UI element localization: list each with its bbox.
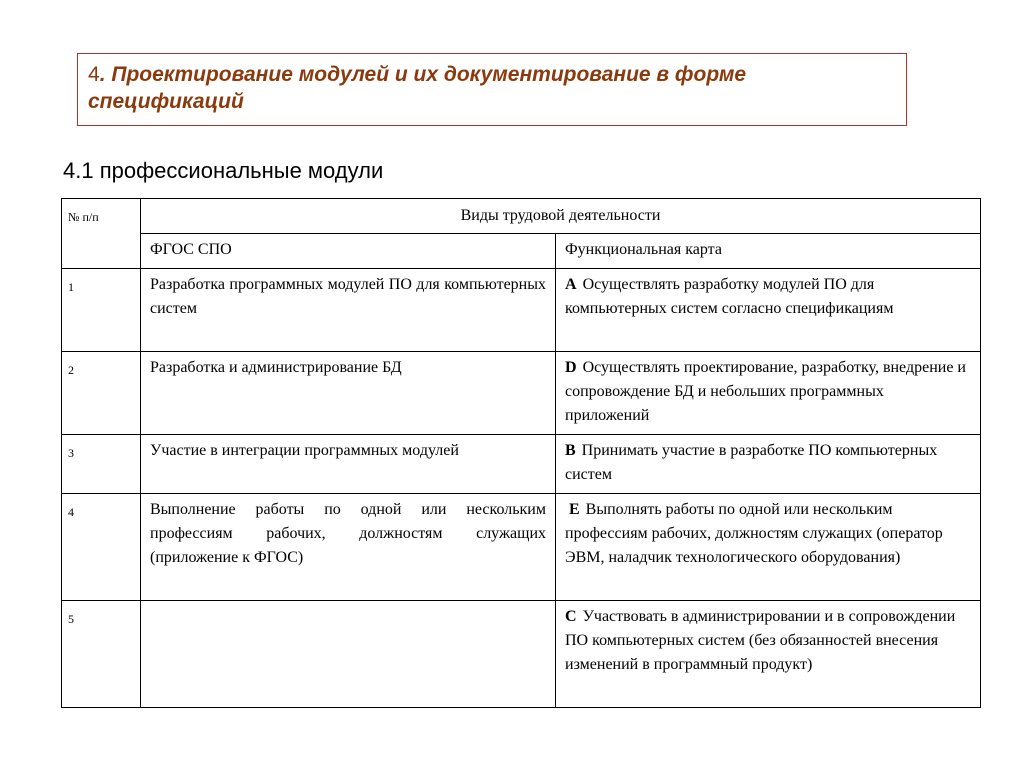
- fgos-cell: Разработка программных модулей ПО для компьютерных систем: [141, 269, 556, 352]
- table-row: [62, 269, 981, 352]
- fgos-cell: Выполнение работы по одной или нескольким профессиям рабочих, должностям служащих (приложение к ФГОС): [141, 494, 556, 601]
- table-row: [62, 601, 981, 708]
- row-number: 2: [62, 352, 141, 435]
- group-header: Виды трудовой деятельности: [141, 199, 981, 234]
- title-number: 4: [88, 63, 100, 86]
- row-number: 4: [62, 494, 141, 601]
- fgos-column-header: ФГОС СПО: [141, 234, 556, 269]
- activity-code: C: [565, 608, 577, 625]
- func-text: Осуществлять разработку модулей ПО для компьютерных систем согласно спецификациям: [565, 276, 894, 317]
- activity-code: D: [565, 359, 577, 376]
- func-cell: [556, 352, 981, 435]
- activity-code: E: [569, 501, 580, 518]
- func-text: Принимать участие в разработке ПО компьютерных систем: [565, 442, 938, 483]
- func-text: Осуществлять проектирование, разработку, внедрение и сопровождение БД и небольших программных приложений: [565, 359, 966, 424]
- table-subheader-row: [62, 234, 981, 269]
- fgos-cell: [141, 601, 556, 708]
- page-title: . Проектирование модулей и их документирование в форме спецификаций: [88, 63, 747, 113]
- func-text: Выполнять работы по одной или нескольким профессиям рабочих, должностям служащих (оператор ЭВМ, наладчик технологического оборудования): [565, 501, 943, 566]
- row-number: 3: [62, 435, 141, 494]
- row-number: 5: [62, 601, 141, 708]
- func-cell: [556, 269, 981, 352]
- activity-code: B: [565, 442, 576, 459]
- modules-table: [61, 198, 981, 708]
- func-cell: [556, 601, 981, 708]
- func-cell: [556, 435, 981, 494]
- table-row: [62, 352, 981, 435]
- fgos-cell: Разработка и администрирование БД: [141, 352, 556, 435]
- table-row: [62, 494, 981, 601]
- table-header-row: [62, 199, 981, 234]
- activity-code: А: [565, 276, 577, 293]
- title-box: [77, 53, 907, 126]
- fgos-cell: Участие в интеграции программных модулей: [141, 435, 556, 494]
- func-text: Участвовать в администрировании и в сопровождении ПО компьютерных систем (без обязанностей внесения изменений в программный продукт): [565, 608, 956, 673]
- table-row: [62, 435, 981, 494]
- row-number: 1: [62, 269, 141, 352]
- num-header: № п/п: [62, 199, 141, 269]
- func-cell: [556, 494, 981, 601]
- func-column-header: Функциональная карта: [556, 234, 981, 269]
- section-subtitle: 4.1 профессиональные модули: [63, 158, 384, 183]
